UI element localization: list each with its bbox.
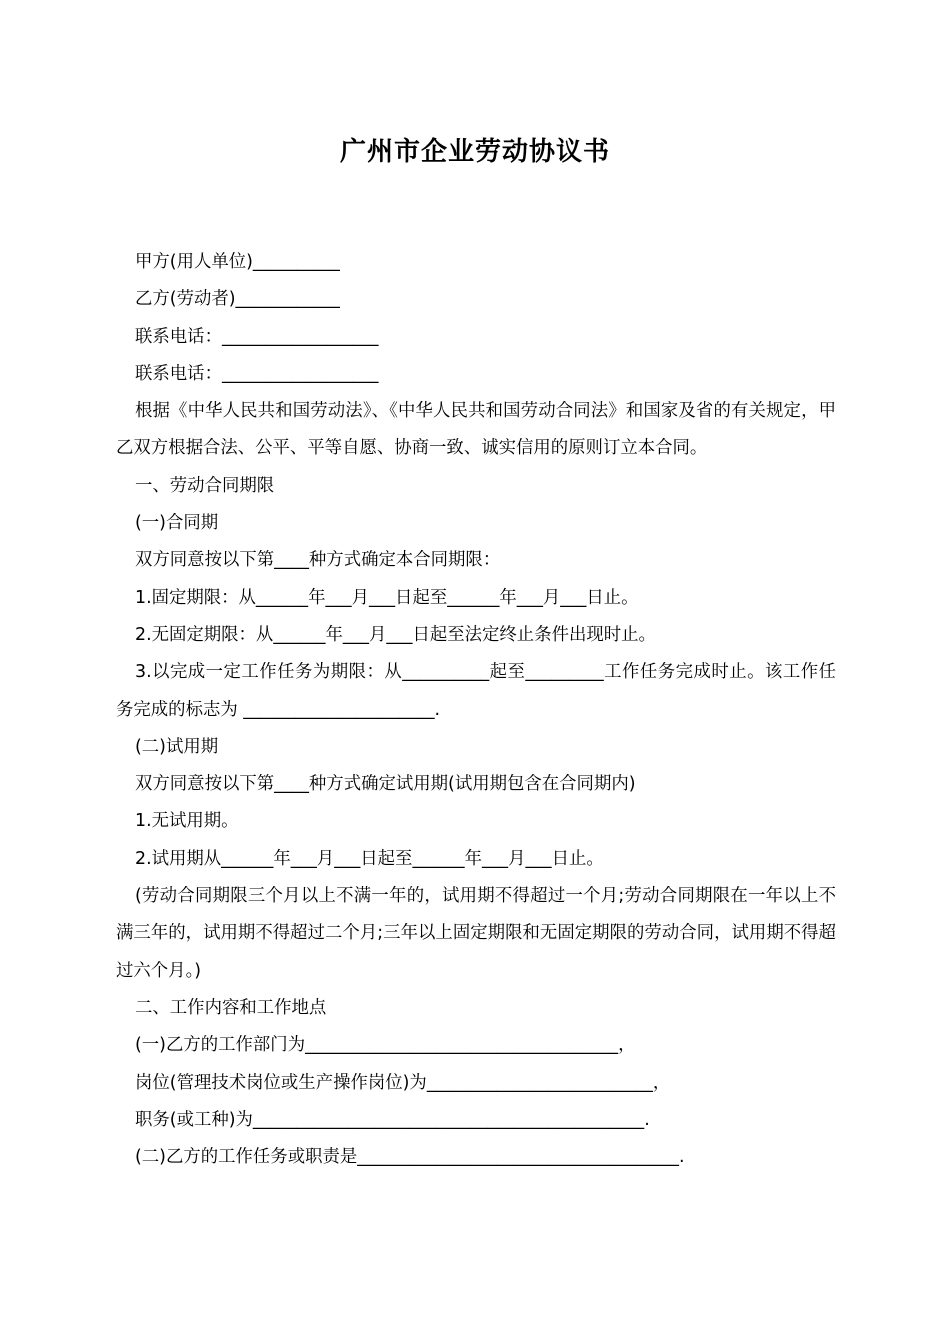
- position-line: 岗位(管理技术岗位或生产操作岗位)为__________________________，: [135, 1072, 671, 1093]
- open-term-option: 2.无固定期限：从______年___月___日起至法定终止条件出现时止。: [135, 624, 656, 645]
- task-term-option: 3.以完成一定工作任务为期限：从__________起至_________工作任务完成时止。该工作任务完成的标志为 ______________________.: [116, 662, 836, 720]
- phone-line-1: 联系电话：__________________: [135, 326, 379, 347]
- no-probation-option: 1.无试用期。: [135, 811, 239, 832]
- section-1-heading: 一、劳动合同期限: [135, 475, 275, 496]
- party-a-line: 甲方(用人单位)__________: [135, 252, 340, 272]
- probation-choice: 双方同意按以下第____种方式确定试用期(试用期包含在合同期内): [135, 774, 636, 795]
- section-2-heading: 二、工作内容和工作地点: [135, 997, 327, 1018]
- probation-period-option: 2.试用期从______年___月___日起至______年___月___日止。: [135, 848, 604, 869]
- job-title-line: 职务(或工种)为_____________________________________________.: [135, 1109, 650, 1130]
- document-title: 广州市企业劳动协议书: [339, 137, 610, 167]
- contract-term-choice: 双方同意按以下第____种方式确定本合同期限：: [135, 550, 501, 571]
- phone-line-2: 联系电话：__________________: [135, 363, 379, 384]
- probation-note: (劳动合同期限三个月以上不满一年的，试用期不得超过一个月;劳动合同期限在一年以上不满三年的，试用期不得超过二个月;三年以上固定期限和无固定期限的劳动合同，试用期不得超过六个月。): [116, 886, 836, 981]
- party-b-line: 乙方(劳动者)____________: [135, 289, 340, 310]
- document-body: [116, 244, 836, 1176]
- preamble-paragraph: 根据《中华人民共和国劳动法》、《中华人民共和国劳动合同法》和国家及省的有关规定，甲乙双方根据合法、公平、平等自愿、协商一致、诚实信用的原则订立本合同。: [116, 401, 836, 459]
- probation-heading: (二)试用期: [135, 736, 219, 757]
- department-line: (一)乙方的工作部门为____________________________________，: [135, 1035, 636, 1056]
- duties-line: (二)乙方的工作任务或职责是_____________________________________.: [135, 1147, 685, 1168]
- fixed-term-option: 1.固定期限：从______年___月___日起至______年___月___日止。: [135, 587, 639, 608]
- contract-term-heading: (一)合同期: [135, 513, 219, 534]
